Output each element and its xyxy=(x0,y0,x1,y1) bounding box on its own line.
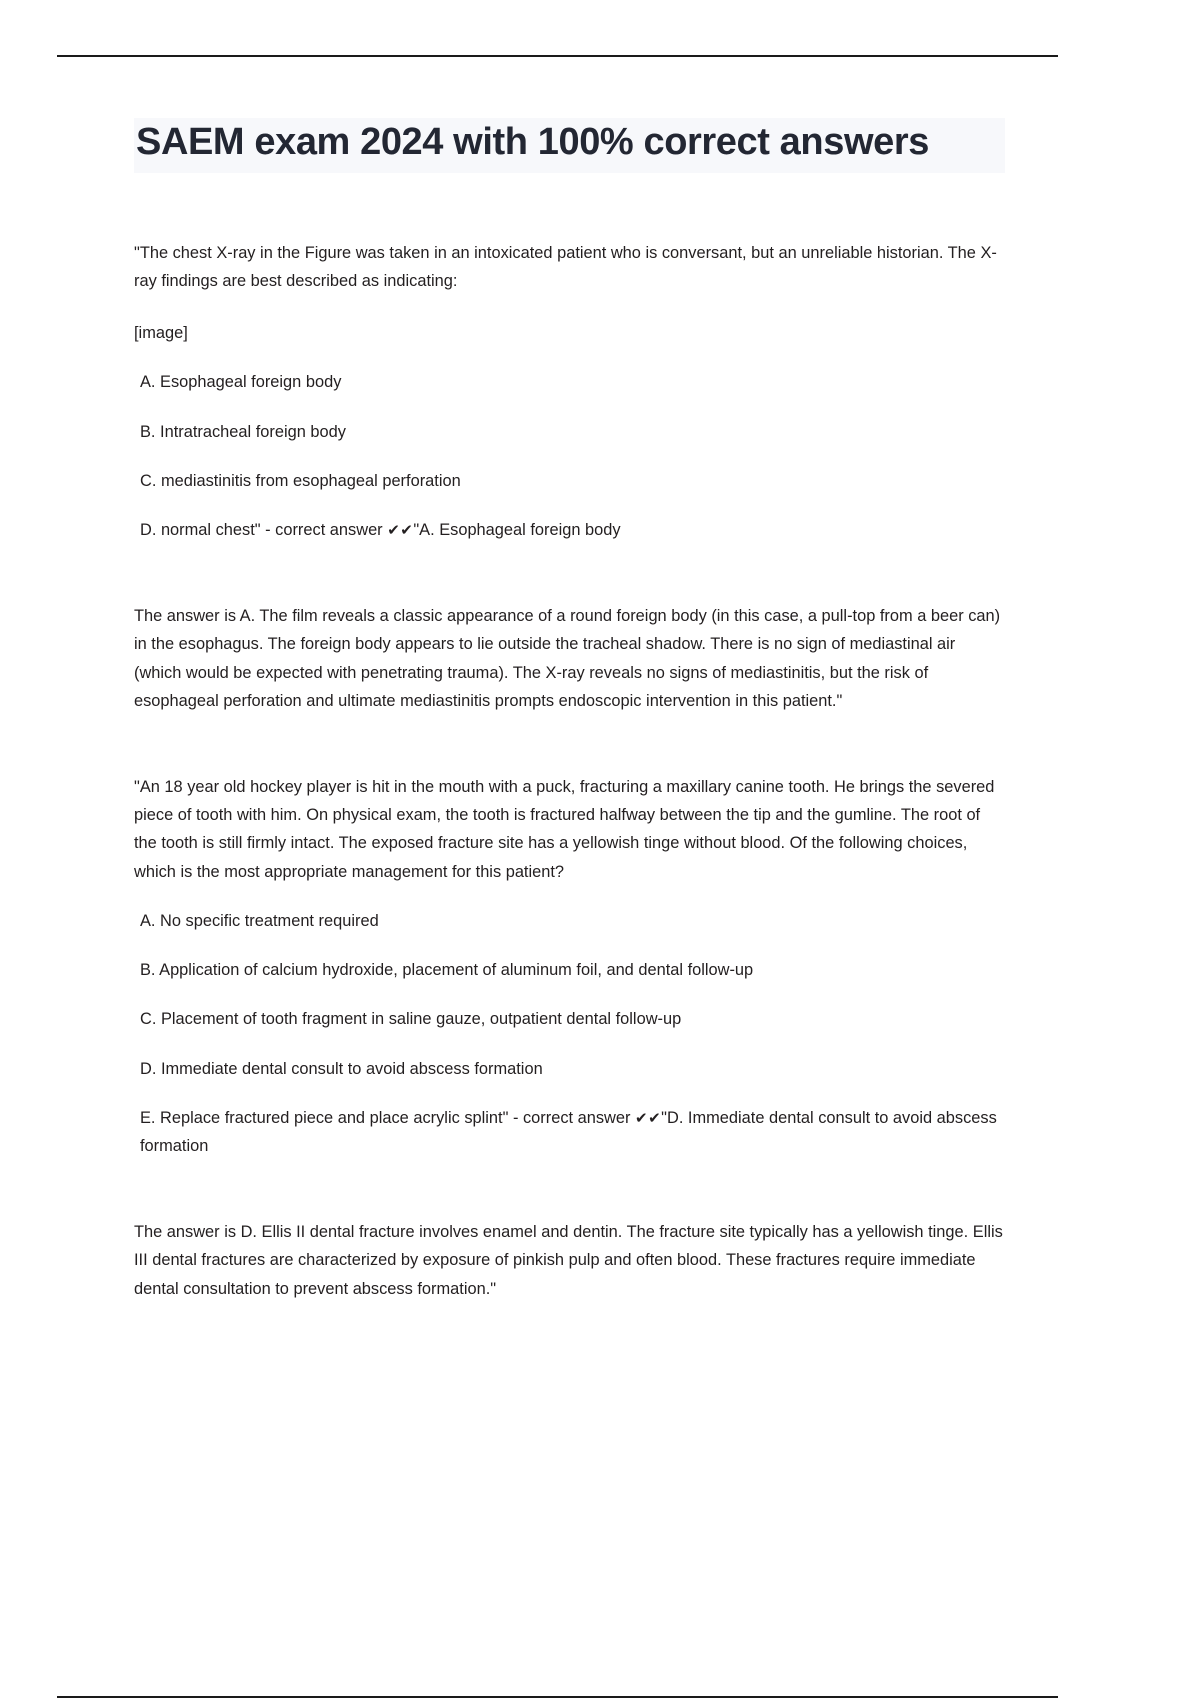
question-2-stem: "An 18 year old hockey player is hit in the mouth with a puck, fracturing a maxillary canine tooth. He brings the severed piece of tooth with him. On physical exam, the tooth is fractured halfway between the tip and the gumline. The root of the tooth is still firmly intact. The exposed fracture site has a yellowish tinge without blood. Of the following choices, which is the most appropriate management for this patient? xyxy=(134,778,995,881)
checkmark-icon: ✔✔ xyxy=(635,1109,662,1127)
question-2-option-a: A. No specific treatment required xyxy=(140,911,379,930)
question-2-option-e: E. Replace fractured piece and place acrylic splint" - correct answer xyxy=(140,1108,636,1127)
question-2-gap xyxy=(134,1160,1004,1218)
footer-divider xyxy=(57,1696,1058,1698)
question-2-answer-line xyxy=(134,1104,1004,1160)
question-1-image-placeholder: [image] xyxy=(134,324,188,343)
document-content xyxy=(134,118,1004,1303)
question-1-answer-line xyxy=(134,516,1004,544)
question-2-explanation: The answer is D. Ellis II dental fracture involves enamel and dentin. The fracture site typically has a yellowish tinge. Ellis III dental fractures are characterized by exposure of pinkish pulp and often blood. These fractures require immediate dental consultation to prevent abscess formation." xyxy=(134,1223,1003,1298)
question-1-stem: "The chest X-ray in the Figure was taken in an intoxicated patient who is conversant, but an unreliable historian. The X-ray findings are best described as indicating: xyxy=(134,243,997,290)
question-1-explanation: The answer is A. The film reveals a classic appearance of a round foreign body (in this case, a pull-top from a beer can) in the esophagus. The foreign body appears to lie outside the tracheal shadow. There is no sign of mediastinal air (which would be expected with penetrating trauma). The X-ray reveals no signs of mediastinitis, but the risk of esophageal perforation and ultimate mediastinitis prompts endoscopic intervention in this patient." xyxy=(134,607,1001,710)
header-divider xyxy=(57,55,1058,57)
explanation-1-gap xyxy=(134,715,1004,773)
question-2-option-d: D. Immediate dental consult to avoid abscess formation xyxy=(140,1059,543,1078)
question-block-2 xyxy=(134,773,1004,1160)
question-2-option-c: C. Placement of tooth fragment in saline gauze, outpatient dental follow-up xyxy=(140,1010,682,1029)
question-1-option-a: A. Esophageal foreign body xyxy=(140,373,342,392)
question-1-gap xyxy=(134,544,1004,602)
question-1-option-d: D. normal chest" - correct answer xyxy=(140,520,388,539)
question-block-1 xyxy=(134,239,1004,545)
page-title: SAEM exam 2024 with 100% correct answers xyxy=(134,118,1005,173)
question-2-correct-answer: "D. Immediate dental consult to avoid abscess formation xyxy=(140,1108,997,1155)
title-gap xyxy=(134,173,1004,239)
question-1-option-b: B. Intratracheal foreign body xyxy=(140,422,346,441)
question-2-option-b: B. Application of calcium hydroxide, placement of aluminum foil, and dental follow-up xyxy=(140,961,754,980)
checkmark-icon: ✔✔ xyxy=(387,521,414,539)
question-1-correct-answer: "A. Esophageal foreign body xyxy=(413,520,621,539)
question-1-option-c: C. mediastinitis from esophageal perforation xyxy=(140,471,461,490)
